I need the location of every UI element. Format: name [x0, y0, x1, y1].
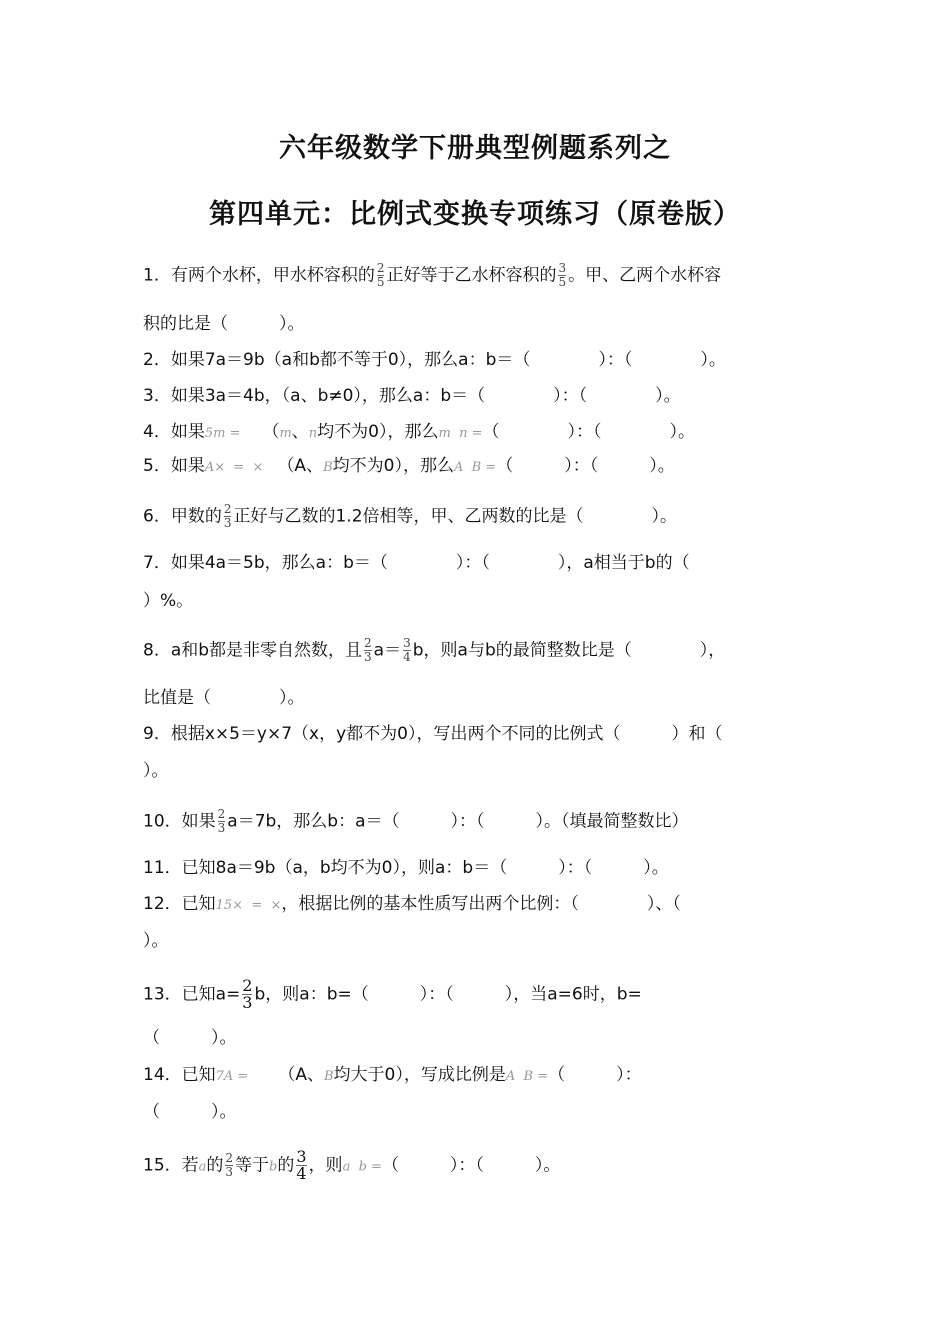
question-6 — [143, 503, 677, 530]
q8-text-a: 8．a和b都是非零自然数，且 — [143, 640, 363, 661]
question-13-line-1 — [143, 978, 642, 1011]
title-line-2: 第四单元：比例式变换专项练习（原卷版） — [209, 199, 741, 230]
q14-formula-1: 7A = — [215, 1069, 249, 1084]
q8-text-b: a＝ — [373, 640, 402, 661]
question-9-line-1: 9．根据x×5＝y×7（x，y都不为0），写出两个不同的比例式（ ）和（ — [143, 724, 723, 744]
numerator: 3 — [558, 261, 567, 275]
q15-formula: a b = — [342, 1159, 382, 1175]
q4-text-b: （ — [262, 422, 280, 442]
q5-formula-2: A B = — [453, 460, 497, 475]
q1-fraction-1 — [377, 262, 385, 289]
question-15 — [143, 1149, 560, 1182]
question-8-line-1 — [143, 637, 725, 664]
question-12-line-1 — [143, 893, 681, 917]
q15-text-c: 等于 — [235, 1155, 270, 1176]
q6-text-b: 正好与乙数的1.2倍相等，甲、乙两数的比是（ ）。 — [233, 506, 678, 527]
question-4 — [143, 421, 695, 445]
q15-text-f: （ ）：（ ）。 — [381, 1155, 561, 1176]
q10-text-a: 10．如果 — [143, 811, 216, 832]
denominator: 4 — [403, 650, 411, 664]
q5-text-b: （A、 — [277, 456, 324, 476]
q5-formula-1: A× = × — [204, 460, 264, 475]
denominator: 3 — [242, 993, 253, 1012]
q4-text-c: 、 — [291, 422, 309, 442]
q1-text-b: 正好等于乙水杯容积的 — [386, 265, 557, 286]
q10-fraction — [218, 808, 226, 835]
question-8-line-2: 比值是（ ）。 — [143, 688, 305, 708]
denominator: 5 — [558, 275, 567, 289]
q4-formula-1: 5m = — [204, 426, 241, 441]
q8-text-c: b，则a与b的最简整数比是（ ）， — [412, 640, 726, 661]
q14-text-b: （A、 — [278, 1065, 324, 1085]
numerator: 3 — [403, 636, 411, 650]
q15-fraction-1 — [225, 1152, 233, 1179]
q8-fraction-2 — [403, 637, 411, 664]
q12-text-b: ，根据比例的基本性质写出两个比例：（ ）、（ — [281, 894, 681, 914]
q15-var-a: a — [198, 1159, 207, 1175]
q4-formula-2: m n = — [438, 426, 483, 441]
denominator: 3 — [364, 650, 372, 664]
q5-text-d: （ ）：（ ）。 — [496, 456, 675, 476]
numerator: 2 — [242, 976, 253, 995]
q15-text-b: 的 — [206, 1155, 224, 1176]
q6-text-a: 6．甲数的 — [143, 506, 222, 527]
q15-text-a: 15．若 — [143, 1155, 199, 1176]
numerator: 2 — [217, 807, 226, 821]
q6-fraction — [224, 503, 232, 530]
q15-text-d: 的 — [277, 1155, 295, 1176]
question-5 — [143, 455, 675, 479]
numerator: 2 — [364, 636, 372, 650]
q10-text-b: a＝7b，那么b：a＝（ ）：（ ）。（填最简整数比） — [227, 811, 689, 832]
denominator: 4 — [296, 1164, 307, 1183]
q14-text-a: 14．已知 — [143, 1065, 216, 1085]
q1-fraction-2 — [558, 262, 566, 289]
q13-text-a: 13．已知a= — [143, 984, 241, 1005]
numerator: 2 — [225, 1151, 234, 1165]
q14-text-c: 均大于0），写成比例是 — [333, 1065, 506, 1085]
question-1-line-2: 积的比是（ ）。 — [143, 314, 305, 334]
q15-fraction-2 — [296, 1149, 306, 1182]
question-14-line-1 — [143, 1064, 642, 1088]
q14-text-d: （ ）： — [548, 1065, 642, 1085]
question-3: 3．如果3a＝4b，（a、b≠0），那么a：b＝（ ）：（ ）。 — [143, 386, 681, 406]
question-7-line-2: ）%。 — [143, 591, 194, 611]
question-13-line-2: （ ）。 — [143, 1028, 237, 1048]
denominator: 3 — [217, 821, 226, 835]
denominator: 3 — [223, 516, 232, 530]
q1-text-c: 。甲、乙两个水杯容 — [568, 265, 722, 286]
q15-var-b: b — [269, 1159, 278, 1175]
question-11: 11．已知8a＝9b（a，b均不为0），则a：b＝（ ）：（ ）。 — [143, 858, 669, 878]
q5-text-a: 5．如果 — [143, 456, 205, 476]
q12-formula: 15× = × — [215, 898, 282, 913]
q4-text-a: 4．如果 — [143, 422, 205, 442]
question-9-line-2: ）。 — [143, 761, 169, 781]
numerator: 2 — [223, 502, 232, 516]
question-7-line-1: 7．如果4a＝5b，那么a：b＝（ ）：（ ），a相当于b的（ — [143, 553, 690, 573]
q5-var-b: B — [323, 460, 333, 475]
question-14-line-2: （ ）。 — [143, 1102, 237, 1122]
q13-fraction — [242, 978, 252, 1011]
q12-text-a: 12．已知 — [143, 894, 216, 914]
numerator: 3 — [296, 1147, 307, 1166]
q4-var-m: m — [279, 426, 292, 441]
q8-fraction-1 — [364, 637, 372, 664]
q4-text-d: 均不为0），那么 — [317, 422, 439, 442]
question-12-line-2: ）。 — [143, 931, 169, 951]
q5-text-c: 均不为0），那么 — [332, 456, 454, 476]
q14-formula-2: A B = — [505, 1069, 549, 1084]
numerator: 2 — [376, 261, 385, 275]
q14-var-b: B — [323, 1069, 334, 1084]
q4-text-e: （ ）：（ ）。 — [482, 422, 695, 442]
question-1-line-1 — [143, 262, 721, 289]
question-2: 2．如果7a＝9b（a和b都不等于0），那么a：b＝（ ）：（ ）。 — [143, 350, 726, 370]
denominator: 3 — [225, 1165, 234, 1179]
q15-text-e: ，则 — [308, 1155, 343, 1176]
denominator: 5 — [376, 275, 385, 289]
q4-var-n: n — [308, 426, 318, 441]
q13-text-b: b，则a：b=（ ）：（ ），当a=6时，b= — [254, 984, 642, 1005]
title-line-1: 六年级数学下册典型例题系列之 — [279, 133, 671, 164]
question-10 — [143, 808, 689, 835]
q1-text-a: 1．有两个水杯，甲水杯容积的 — [143, 265, 375, 286]
